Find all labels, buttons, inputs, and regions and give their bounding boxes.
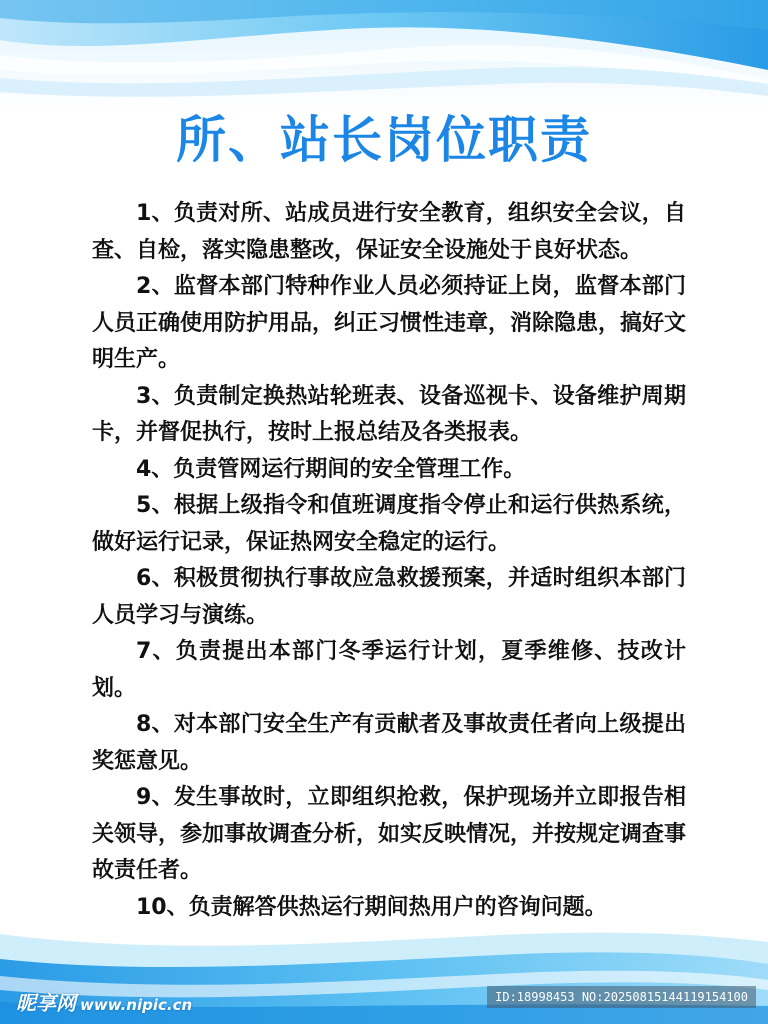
duty-item: 5、根据上级指令和值班调度指令停止和运行供热系统，做好运行记录，保证热网安全稳定的运行。	[92, 493, 686, 555]
duty-item: 8、对本部门安全生产有贡献者及事故责任者向上级提出奖惩意见。	[92, 712, 686, 774]
page-title: 所、站长岗位职责	[176, 111, 592, 169]
watermark-url: www.nipic.cn	[80, 996, 193, 1014]
duty-item: 2、监督本部门特种作业人员必须持证上岗，监督本部门人员正确使用防护用品，纠正习惯性违章，消除隐患，搞好文明生产。	[92, 274, 687, 372]
duties-list	[92, 196, 686, 926]
site-watermark	[16, 987, 192, 1016]
watermark-logo: 昵享网	[16, 991, 76, 1015]
duty-item: 10、负责解答供热运行期间热用户的咨询问题。	[136, 894, 607, 920]
duty-item: 6、积极贯彻执行事故应急救援预案，并适时组织本部门人员学习与演练。	[92, 566, 686, 628]
duty-item: 1、负责对所、站成员进行安全教育，组织安全会议，自查、自检，落实隐患整改，保证安全设施处于良好状态。	[92, 201, 686, 263]
image-id-label: ID:18998453 NO:20250815144119154100	[487, 986, 756, 1008]
duty-item: 3、负责制定换热站轮班表、设备巡视卡、设备维护周期卡，并督促执行，按时上报总结及各类报表。	[92, 383, 686, 445]
duty-item: 7、负责提出本部门冬季运行计划，夏季维修、技改计划。	[92, 639, 686, 701]
top-wave-decoration	[0, 0, 768, 110]
duty-item: 4、负责管网运行期间的安全管理工作。	[136, 456, 526, 482]
duty-item: 9、发生事故时，立即组织抢救，保护现场并立即报告相关领导，参加事故调查分析，如实反映情况，并按规定调查事故责任者。	[92, 785, 687, 883]
